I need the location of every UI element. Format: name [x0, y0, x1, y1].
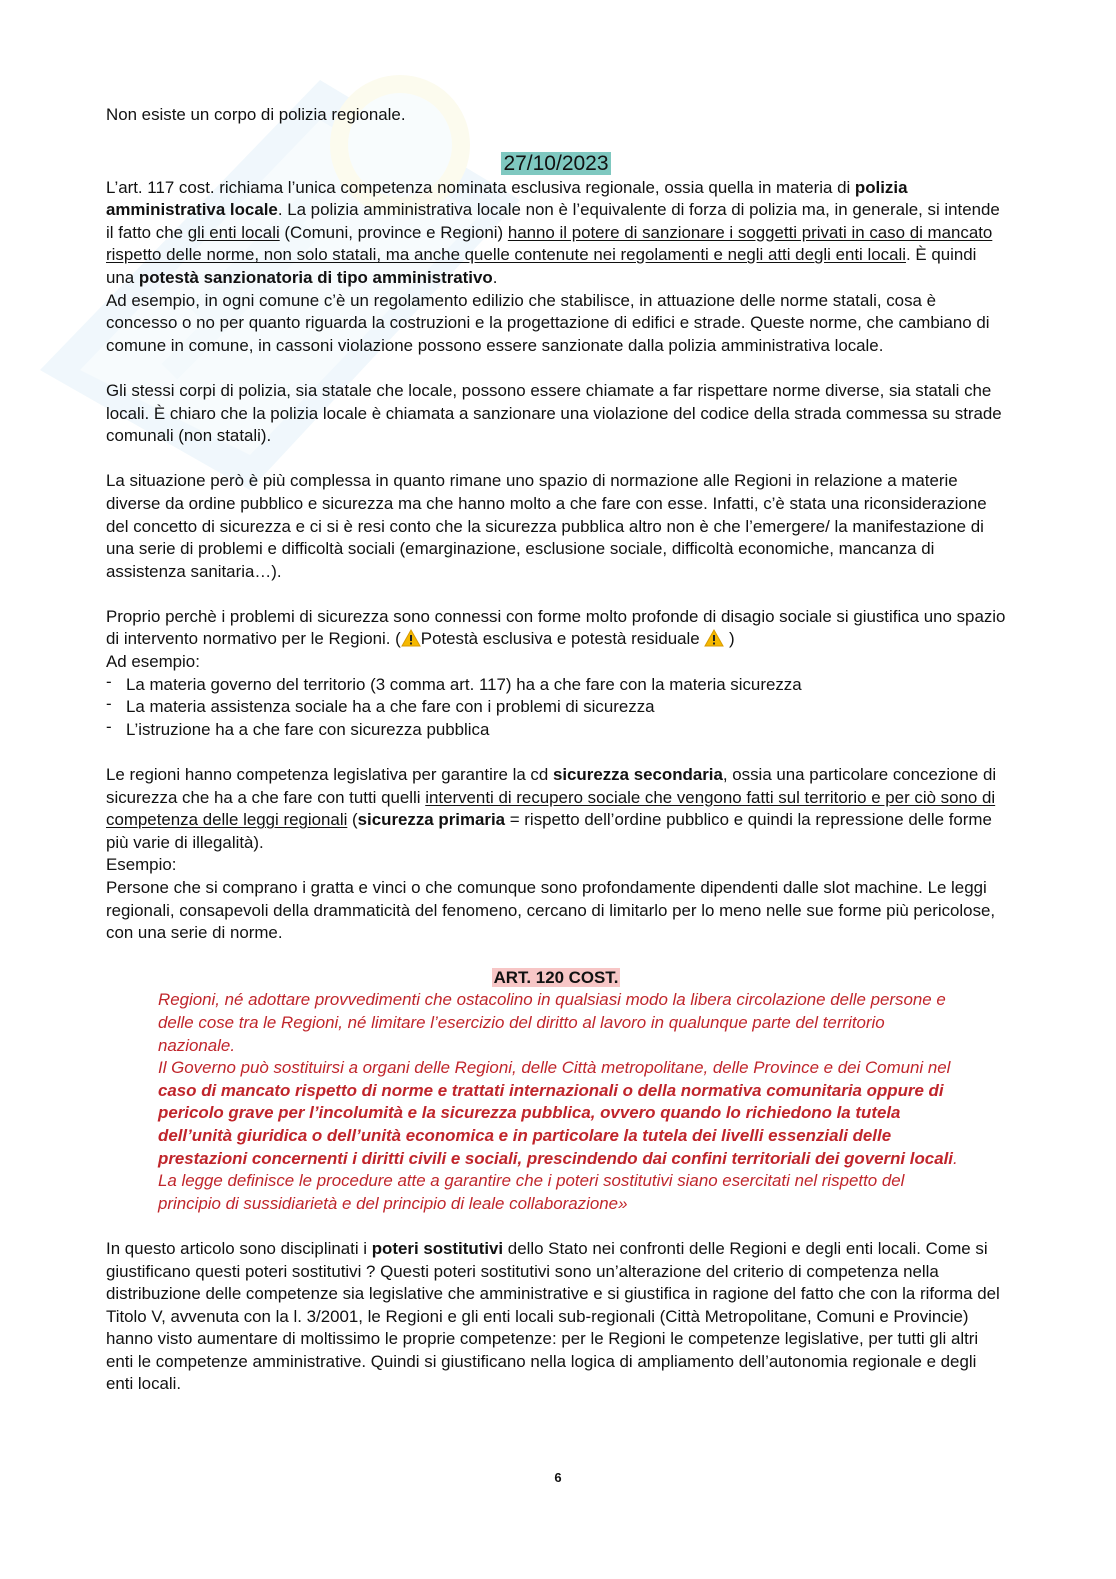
- paragraph-problemi-sicurezza: Proprio perchè i problemi di sicurezza sono connessi con forme molto profonde di disagio sociale si giustifica uno spazio di intervento normativo per le Regioni. ( Potestà esclusiva e potestà residuale ): [106, 606, 1006, 649]
- warning-icon: [704, 629, 724, 647]
- article-heading: [106, 967, 1006, 990]
- paragraph-example-regolamento: Ad esempio, in ogni comune c’è un regolamento edilizio che stabilisce, in attuazione delle norme statali, cosa è concesso o no per quanto riguarda la costruzioni e la progettazione di edifici e strade. Queste norme, che cambiano di comune in comune, in cassoni violazione possono essere sanzionate dalla polizia amministrativa locale.: [106, 290, 990, 355]
- example2-label: Esempio:: [106, 855, 177, 875]
- quote-paragraph-2: Il Governo può sostituirsi a organi delle Regioni, delle Città metropolitane, delle Province e dei Comuni nel caso di mancato rispetto di norme e trattati internazionali o della normativa comunitaria oppure di pericolo grave per l’incolumità e la sicurezza pubblica, ovvero quando lo richiedono la tutela dell’unità giuridica o dell’unità economica e in particolare la tutela dei livelli essenziali delle prestazioni concernenti i diritti civili e sociali, prescindendo dai confini territoriali dei governi locali. La legge definisce le procedure atte a garantire che i poteri sostitutivi siano esercitati nel rispetto del principio di sussidiarietà e del principio di leale collaborazione»: [158, 1058, 958, 1213]
- date-heading: [106, 151, 1006, 177]
- article-quote: [158, 989, 958, 1215]
- quote-paragraph-1: Regioni, né adottare provvedimenti che ostacolino in qualsiasi modo la libera circolazione delle persone e delle cose tra le Regioni, né limitare l’esercizio del diritto al lavoro in qualunque parte del territorio nazionale.: [158, 990, 946, 1055]
- warning-icon: [401, 629, 421, 647]
- list-item: - La materia assistenza sociale ha a che fare con i problemi di sicurezza: [106, 696, 1006, 719]
- article-title: ART. 120 COST.: [493, 967, 619, 987]
- document-page: [106, 104, 1006, 1396]
- paragraph-poteri-sostitutivi: In questo articolo sono disciplinati i poteri sostitutivi dello Stato nei confronti delle Regioni e degli enti locali. Come si giustificano questi poteri sostitutivi ? Questi poteri sostitutivi sono un’alterazione del criterio di competenza nella distribuzione delle competenze sia legislative che amministrative e si giustifica in ragione del fatto che con la riforma del Titolo V, avvenuta con la l. 3/2001, le Regioni e gli enti locali sub-regionali (Città Metropolitane, Comuni e Provincie) hanno visto aumentare di moltissimo le proprie competenze: per le Regioni le competenze legislative, per tutti gli altri enti le competenze amministrative. Quindi si giustificano nella logica di ampliamento dell’autonomia regionale e degli enti locali.: [106, 1238, 1000, 1394]
- list-item: - L’istruzione ha a che fare con sicurezza pubblica: [106, 719, 1006, 742]
- paragraph-situazione: La situazione però è più complessa in quanto rimane uno spazio di normazione alle Regioni in relazione a materie diverse da ordine pubblico e sicurezza ma che hanno molto a che fare con esse. Infatti, c’è stata una riconsiderazione del concetto di sicurezza e ci si è resi conto che la sicurezza pubblica altro non è che l’emergere/ la manifestazione di una serie di problemi e difficoltà sociali (emarginazione, esclusione sociale, difficoltà economiche, mancanza di assistenza sanitaria…).: [106, 471, 987, 581]
- paragraph-sicurezza-secondaria: Le regioni hanno competenza legislativa per garantire la cd sicurezza secondaria, ossia una particolare concezione di sicurezza che ha a che fare con tutti quelli interventi di recupero sociale che vengono fatti sul territorio e per ciò sono di competenza delle leggi regionali (sicurezza primaria = rispetto dell’ordine pubblico e quindi la repressione delle forme più varie di illegalità).: [106, 765, 997, 852]
- example-label: Ad esempio:: [106, 652, 200, 672]
- list-item: - La materia governo del territorio (3 comma art. 117) ha a che fare con la materia sicurezza: [106, 674, 1006, 697]
- paragraph-intro: Non esiste un corpo di polizia regionale.: [106, 105, 406, 124]
- example-list: [106, 674, 1006, 742]
- paragraph-gratta-e-vinci: Persone che si comprano i gratta e vinci o che comunque sono profondamente dipendenti dalle slot machine. Le leggi regionali, consapevoli della drammaticità del fenomeno, cercano di limitarlo per lo meno nelle sue forme più pericolose, con una serie di norme.: [106, 878, 996, 943]
- page-number: 6: [554, 1470, 562, 1485]
- paragraph-corpi-polizia: Gli stessi corpi di polizia, sia statale che locale, possono essere chiamate a far rispettare norme diverse, sia statali che locali. È chiaro che la polizia locale è chiamata a sanzionare una violazione del codice della strada commessa su strade comunali (non statali).: [106, 380, 1002, 446]
- date-label: 27/10/2023: [503, 151, 609, 175]
- paragraph-polizia-amministrativa: L’art. 117 cost. richiama l’unica competenza nominata esclusiva regionale, ossia quella in materia di polizia amministrativa locale. La polizia amministrativa locale non è l’equivalente di forza di polizia ma, in generale, si intende il fatto che gli enti locali (Comuni, province e Regioni) hanno il potere di sanzionare i soggetti privati in caso di mancato rispetto delle norme, non solo statali, ma anche quelle contenute nei regolamenti e negli atti degli enti locali. È quindi una potestà sanzionatoria di tipo amministrativo.: [106, 177, 1000, 287]
